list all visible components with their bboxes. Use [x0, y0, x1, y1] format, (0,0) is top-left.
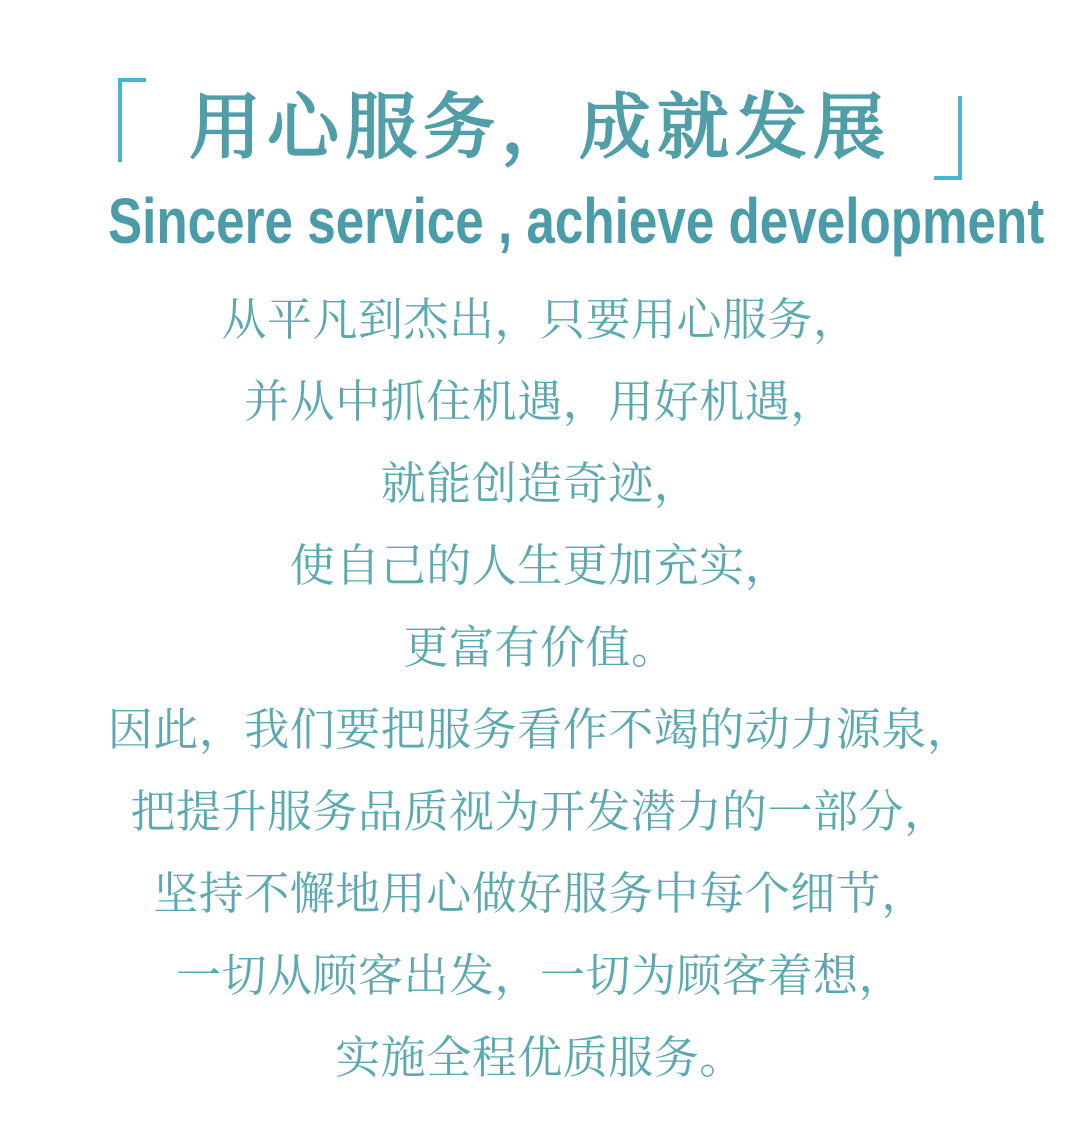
- body-line: 更富有价值。: [403, 622, 677, 674]
- body-line: 坚持不懈地用心做好服务中每个细节，: [153, 868, 927, 920]
- body-line: 一切从顾客出发，一切为顾客着想，: [175, 950, 904, 1002]
- body-line: 把提升服务品质视为开发潜力的一部分，: [130, 786, 950, 838]
- body-line: 实施全程优质服务。: [335, 1032, 745, 1084]
- body-text: [0, 279, 1080, 1099]
- body-line: 就能创造奇迹，: [380, 458, 700, 510]
- body-line: 并从中抓住机遇，用好机遇，: [244, 376, 836, 428]
- page-title: 用心服务，成就发展: [188, 88, 891, 169]
- corner-bracket-top-left-icon: [118, 78, 146, 162]
- body-line: 使自己的人生更加充实，: [289, 540, 791, 592]
- body-line: 从平凡到杰出，只要用心服务，: [221, 294, 859, 346]
- page-subtitle: Sincere service , achieve development: [108, 185, 1045, 257]
- title-row: [118, 76, 963, 182]
- corner-bracket-bottom-right-icon: [934, 96, 962, 180]
- body-line: 因此，我们要把服务看作不竭的动力源泉，: [107, 704, 973, 756]
